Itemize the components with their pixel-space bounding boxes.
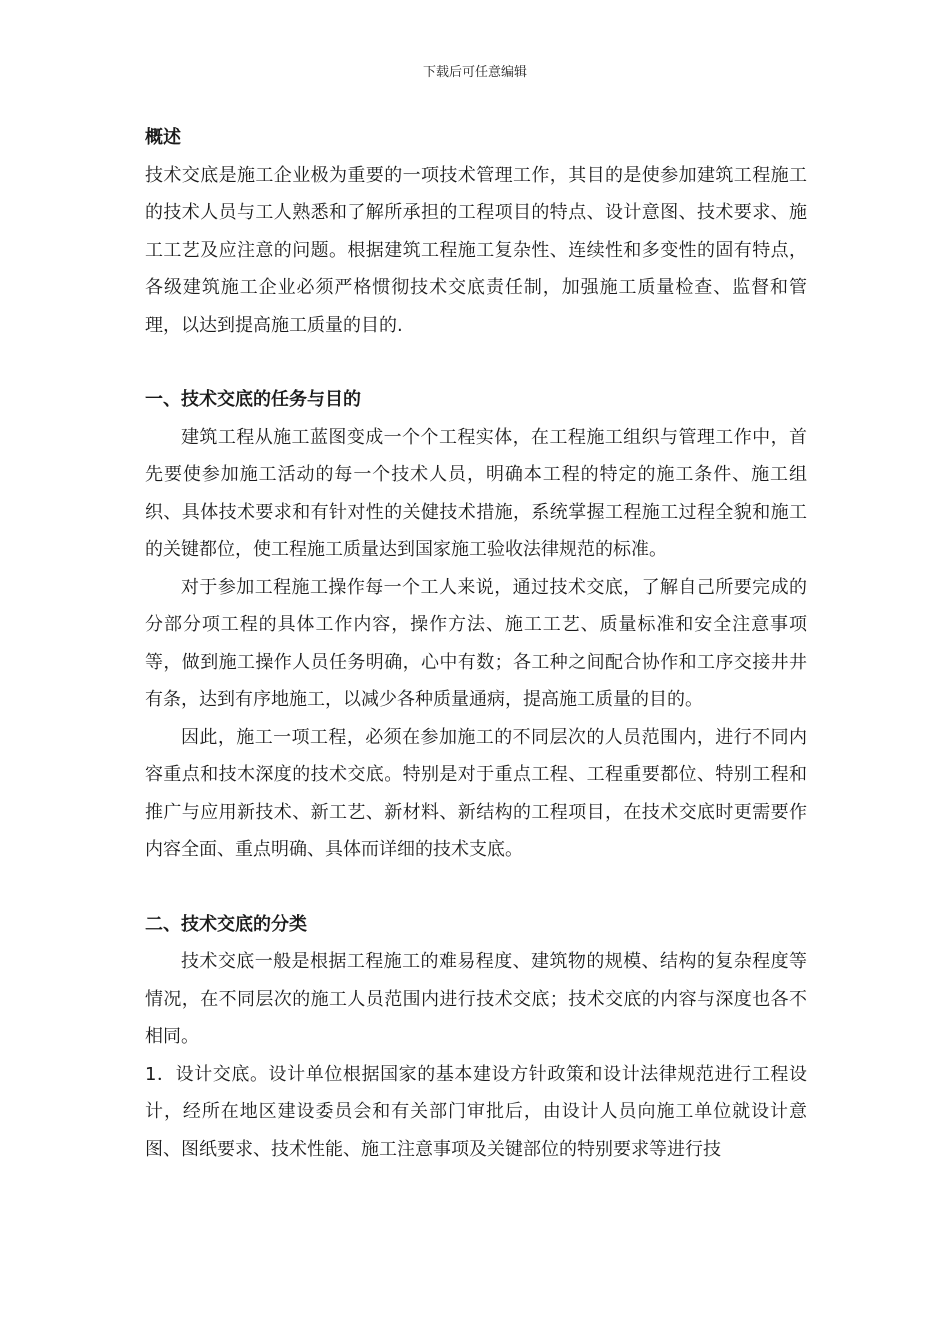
section-spacer (145, 869, 807, 906)
section2-heading: 二、技术交底的分类 (145, 913, 307, 935)
document-body (145, 119, 807, 1168)
section1-paragraph-1: 建筑工程从施工蓝图变成一个个工程实体，在工程施工组织与管理工作中，首先要使参加施工活动的每一个技术人员，明确本工程的特定的施工条件、施工组织、具体技术要求和有针对性的关健技术措施，系统掌握工程施工过程全貌和施工的关键都位，使工程施工质量达到国家施工验收法律规范的标准。 (145, 426, 807, 560)
page-header-note: 下载后可任意编辑 (422, 65, 527, 80)
section1-paragraph-2: 对于参加工程施工操作每一个工人来说，通过技术交底，了解自己所要完成的分部分项工程的具体工作内容，操作方法、施工工艺、质量标准和安全注意事项等，做到施工操作人员任务明确，心中有数；各工种之间配合协作和工序交接井井有条，达到有序地施工，以减少各种质量通病，提高施工质量的目的。 (145, 576, 807, 710)
overview-paragraph: 技术交底是施工企业极为重要的一项技术管理工作，其目的是使参加建筑工程施工的技术人员与工人熟悉和了解所承担的工程项目的特点、设计意图、技术要求、施工工艺及应注意的问题。根据建筑工程施工复杂性、连续性和多变性的固有特点，各级建筑施工企业必须严格惯彻技术交底责任制，加强施工质量检查、监督和管理，以达到提高施工质量的目的. (145, 164, 807, 336)
section1-paragraph-3: 因此，施工一项工程，必须在参加施工的不同层次的人员范围内，进行不同内容重点和技木深度的技术交底。特别是对于重点工程、工程重要都位、特别工程和推广与应用新技术、新工艺、新材料、新结构的工程项目，在技术交底时更需要作内容全面、重点明确、具体而详细的技术支底。 (145, 726, 807, 860)
overview-heading: 概述 (145, 127, 181, 148)
section-spacer (145, 344, 807, 381)
section2-list-item-1: 1．设计交底。设计单位根据国家的基本建设方针政策和设计法律规范进行工程设计，经所在地区建设委员会和有关部门审批后，由设计人员向施工单位就设计意图、图纸要求、技术性能、施工注意事项及关键部位的特别要求等进行技 (145, 1063, 807, 1160)
section2-paragraph-1: 技术交底一般是根据工程施工的难易程度、建筑物的规模、结构的复杂程度等情况，在不同层次的施工人员范围内进行技术交底；技术交底的内容与深度也各不相同。 (145, 951, 807, 1047)
section1-heading: 一、技术交底的任务与目的 (145, 389, 361, 410)
